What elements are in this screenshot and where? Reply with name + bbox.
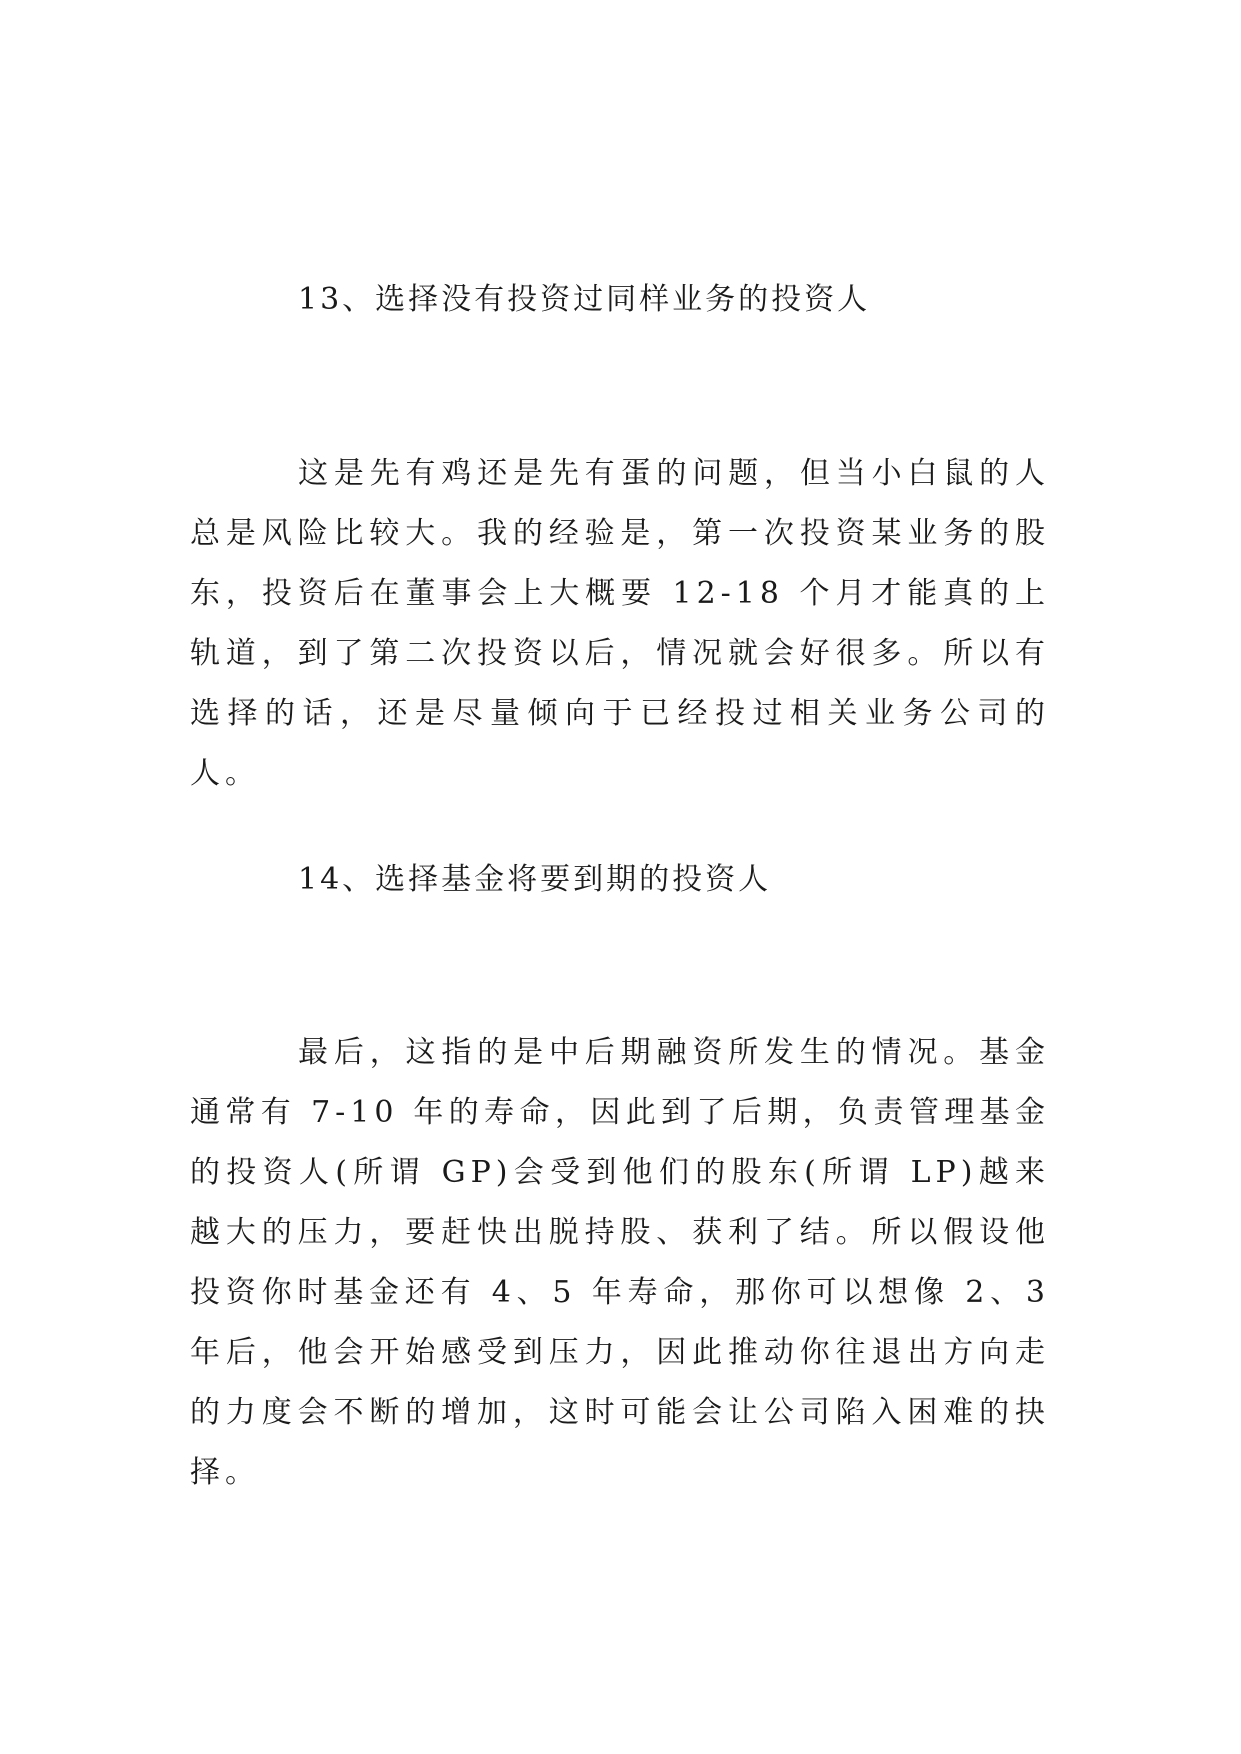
section-heading-14: 14、选择基金将要到期的投资人	[298, 862, 772, 897]
section-paragraph-13: 这是先有鸡还是先有蛋的问题，但当小白鼠的人总是风险比较大。我的经验是，第一次投资某业务的股东，投资后在董事会上大概要 12-18 个月才能真的上轨道，到了第二次投资以后，情况就会好很多。所以有选择的话，还是尽量倾向于已经投过相关业务公司的人。	[190, 456, 1050, 791]
section-paragraph-14: 最后，这指的是中后期融资所发生的情况。基金通常有 7-10 年的寿命，因此到了后期，负责管理基金的投资人(所谓 GP)会受到他们的股东(所谓 LP)越来越大的压力，要赶快出脱持股、获利了结。所以假设他投资你时基金还有 4、5 年寿命，那你可以想像 2、3 年后，他会开始感受到压力，因此推动你往退出方向走的力度会不断的增加，这时可能会让公司陷入困难的抉择。	[190, 1035, 1050, 1490]
section-heading-13: 13、选择没有投资过同样业务的投资人	[298, 282, 871, 317]
